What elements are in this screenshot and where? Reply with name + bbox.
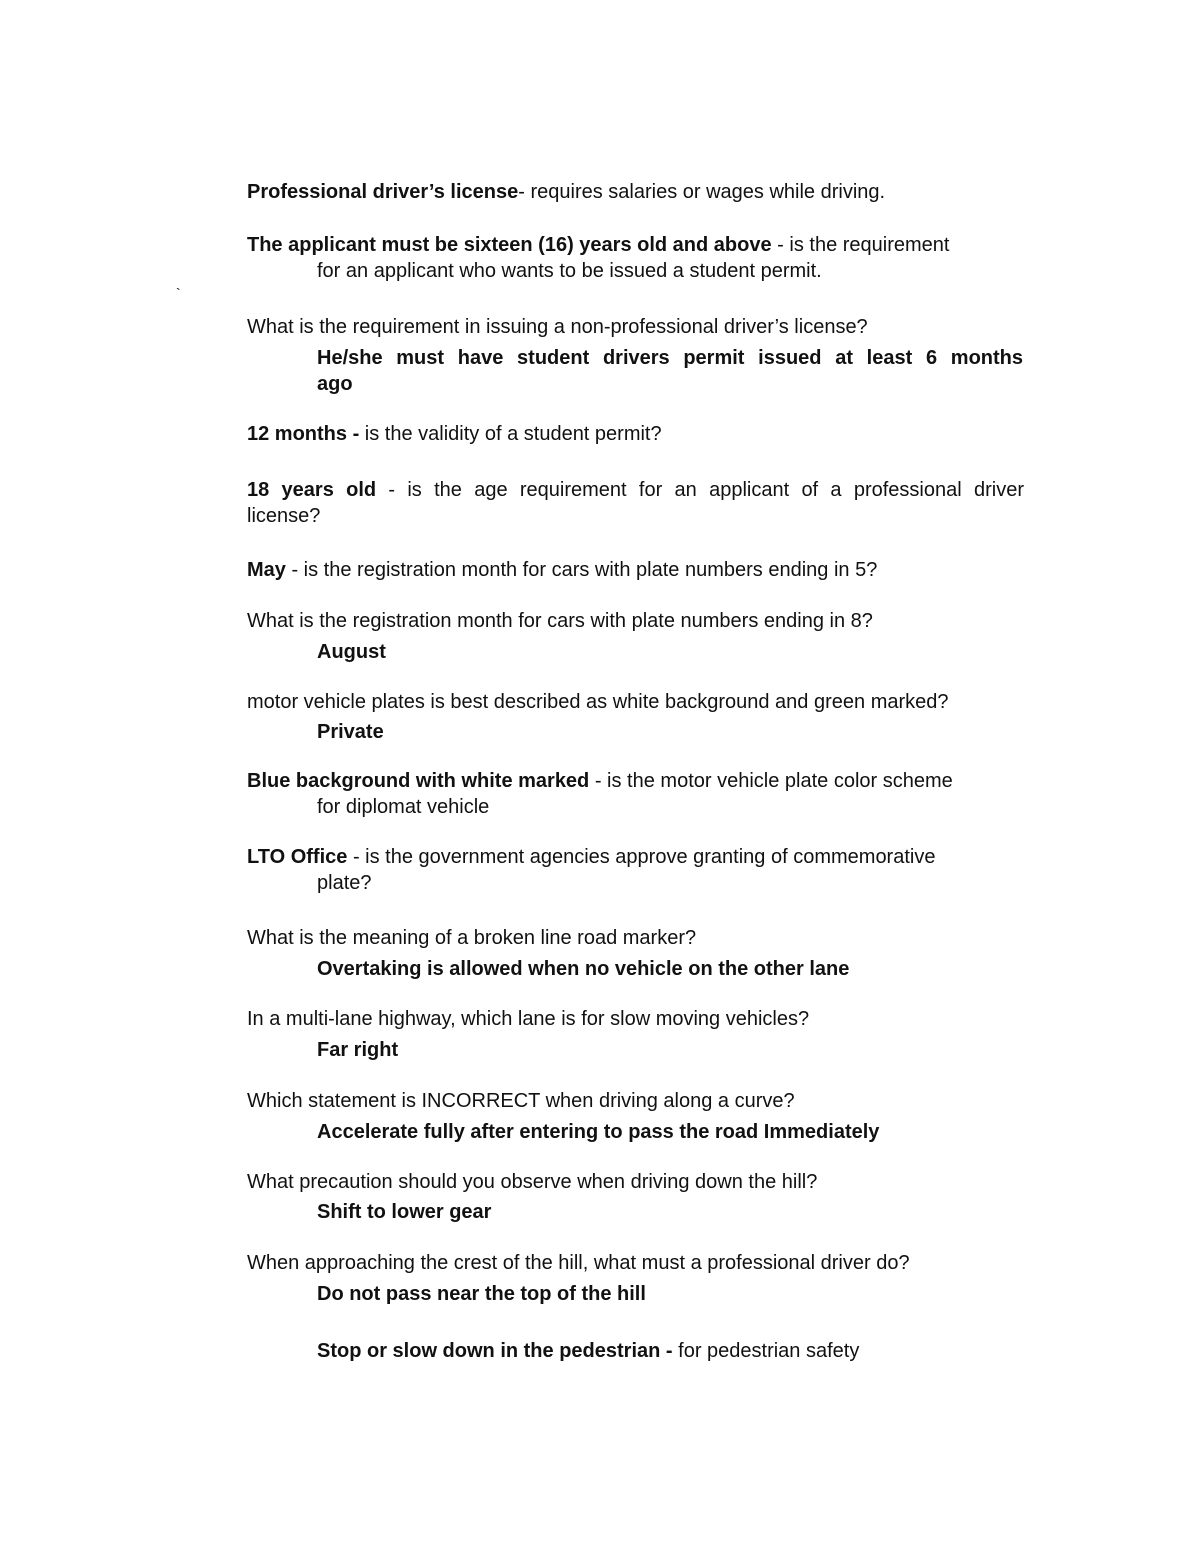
entry-continuation: plate? — [317, 872, 372, 894]
entry-continuation: for diplomat vehicle — [317, 796, 490, 818]
entry-continuation: for an applicant who wants to be issued a student permit. — [317, 260, 822, 282]
entry-term: Blue background with white marked — [247, 770, 590, 792]
question-downhill: What precaution should you observe when driving down the hill? — [247, 1171, 818, 1193]
entry-term: Stop or slow down in the pedestrian - — [317, 1340, 673, 1362]
question-nonprofessional-requirement: What is the requirement in issuing a non-professional driver’s license? — [247, 316, 868, 338]
entry-definition: - requires salaries or wages while driving. — [518, 181, 886, 203]
entry-student-permit-age — [247, 233, 1037, 257]
entry-may-registration — [247, 558, 1037, 582]
entry-continuation: license? — [247, 505, 321, 527]
entry-professional-age — [247, 478, 1024, 502]
entry-permit-validity — [247, 422, 1037, 446]
entry-diplomat-plate — [247, 769, 1037, 793]
question-plate-8: What is the registration month for cars with plate numbers ending in 8? — [247, 610, 873, 632]
entry-term: The applicant must be sixteen (16) years old and above — [247, 234, 772, 256]
entry-definition: is the validity of a student permit? — [364, 423, 662, 445]
entry-professional-license — [247, 180, 1037, 204]
entry-definition: - is the age requirement for an applicant of a professional driver — [376, 479, 1024, 501]
answer: Overtaking is allowed when no vehicle on the other lane — [317, 958, 850, 980]
entry-term: May — [247, 559, 286, 581]
answer: Shift to lower gear — [317, 1201, 492, 1223]
answer: Accelerate fully after entering to pass the road Immediately — [317, 1121, 880, 1143]
answer: Do not pass near the top of the hill — [317, 1283, 646, 1305]
question-plate-colors: motor vehicle plates is best described as white background and green marked? — [247, 691, 949, 713]
entry-lto-office — [247, 845, 1037, 869]
answer: August — [317, 641, 386, 663]
answer: Far right — [317, 1039, 399, 1061]
stray-mark: ` — [176, 285, 181, 301]
entry-term: 12 months - — [247, 423, 365, 445]
entry-term: 18 years old — [247, 479, 377, 501]
entry-definition: - is the requirement — [771, 234, 950, 256]
question-broken-line: What is the meaning of a broken line road marker? — [247, 927, 697, 949]
entry-term: Professional driver’s license — [247, 181, 519, 203]
entry-definition: - is the registration month for cars with plate numbers ending in 5? — [285, 559, 878, 581]
question-curve: Which statement is INCORRECT when driving along a curve? — [247, 1090, 795, 1112]
answer-line-1: He/she must have student drivers permit issued at least 6 months — [317, 347, 1023, 369]
question-slow-lane: In a multi-lane highway, which lane is for slow moving vehicles? — [247, 1008, 810, 1030]
answer: Private — [317, 721, 384, 743]
entry-definition: - is the government agencies approve granting of commemorative — [347, 846, 936, 868]
entry-definition: - is the motor vehicle plate color scheme — [589, 770, 953, 792]
entry-pedestrian — [317, 1339, 1107, 1363]
entry-term: LTO Office — [247, 846, 348, 868]
question-hill-crest: When approaching the crest of the hill, what must a professional driver do? — [247, 1252, 910, 1274]
answer-line-2: ago — [317, 373, 353, 395]
entry-definition: for pedestrian safety — [672, 1340, 860, 1362]
